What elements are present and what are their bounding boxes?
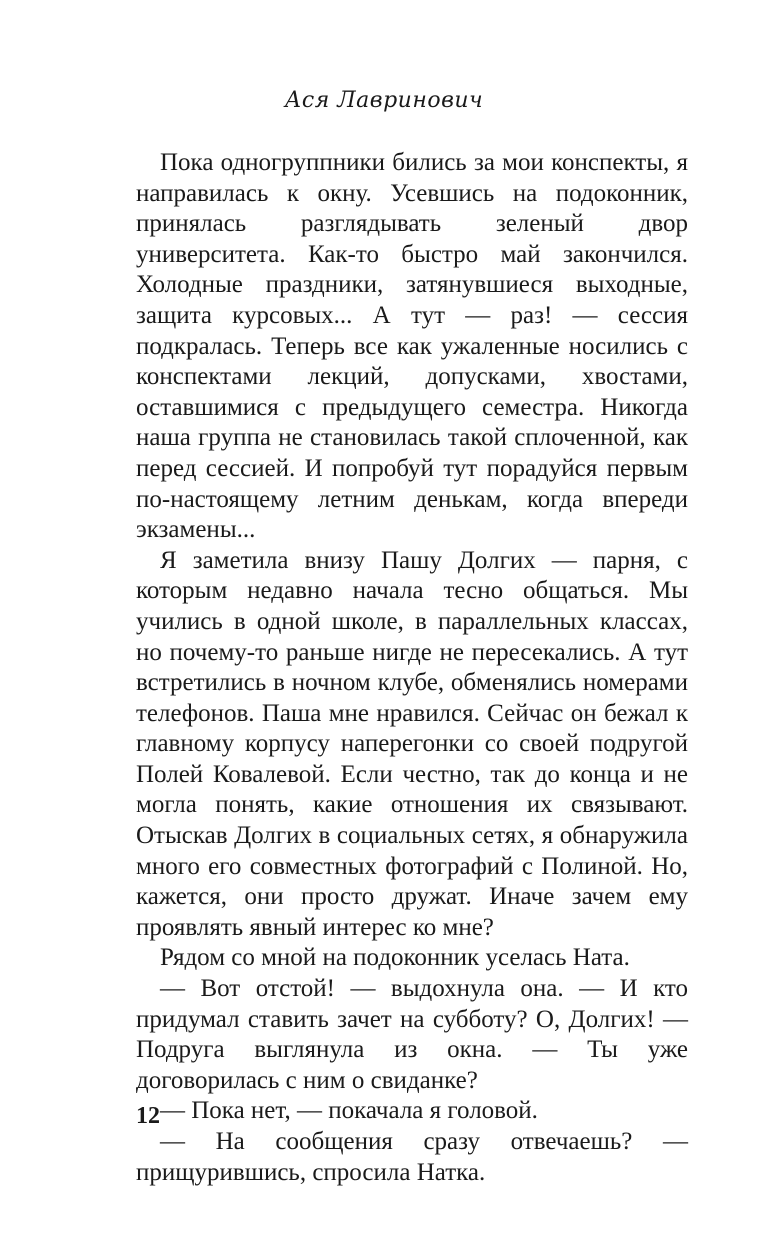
paragraph: Пока одногруппники бились за мои конспекты, я направилась к окну. Усевшись на подоконник, принялась разглядывать зеленый двор университета. Как-то быстро май закончился. Холодные праздники, затянувшиеся выходные, защита курсовых... А тут — раз! — сессия подкралась. Теперь все как ужаленные носились с конспектами лекций, допусками, хвостами, оставшимися с предыдущего семестра. Никогда наша группа не становилась такой сплоченной, как перед сессией. И попробуй тут порадуйся первым по-настоящему летним денькам, когда впереди экзамены... bbox=[136, 149, 688, 544]
paragraph: — Вот отстой! — выдохнула она. — И кто придумал ставить зачет на субботу? О, Долгих! — Подруга выглянула из окна. — Ты уже договорилась с ним о свиданке? bbox=[136, 975, 688, 1094]
paragraph: Рядом со мной на подоконник уселась Ната. bbox=[160, 944, 630, 972]
paragraph: Я заметила внизу Пашу Долгих — парня, с которым недавно начала тесно общаться. Мы учились в одной школе, в параллельных классах, но почему-то раньше нигде не пересекались. А тут встретились в ночном клубе, обменялись номерами телефонов. Паша мне нравился. Сейчас он бежал к главному корпусу наперегонки со своей подругой Полей Ковалевой. Если честно, так до конца и не могла понять, какие отношения их связывают. Отыскав Долгих в социальных сетях, я обнаружила много его совместных фотографий с Полиной. Но, кажется, они просто дружат. Иначе зачем ему проявлять явный интерес ко мне? bbox=[136, 546, 688, 941]
paragraph: — На сообщения сразу отвечаешь? — прищурившись, спросила Натка. bbox=[136, 1128, 688, 1186]
running-header: Ася Лавринович bbox=[284, 88, 484, 113]
paragraph: — Пока нет, — покачала я головой. bbox=[160, 1097, 538, 1125]
body-text bbox=[136, 148, 688, 1188]
page-number: 12 bbox=[136, 1103, 160, 1129]
